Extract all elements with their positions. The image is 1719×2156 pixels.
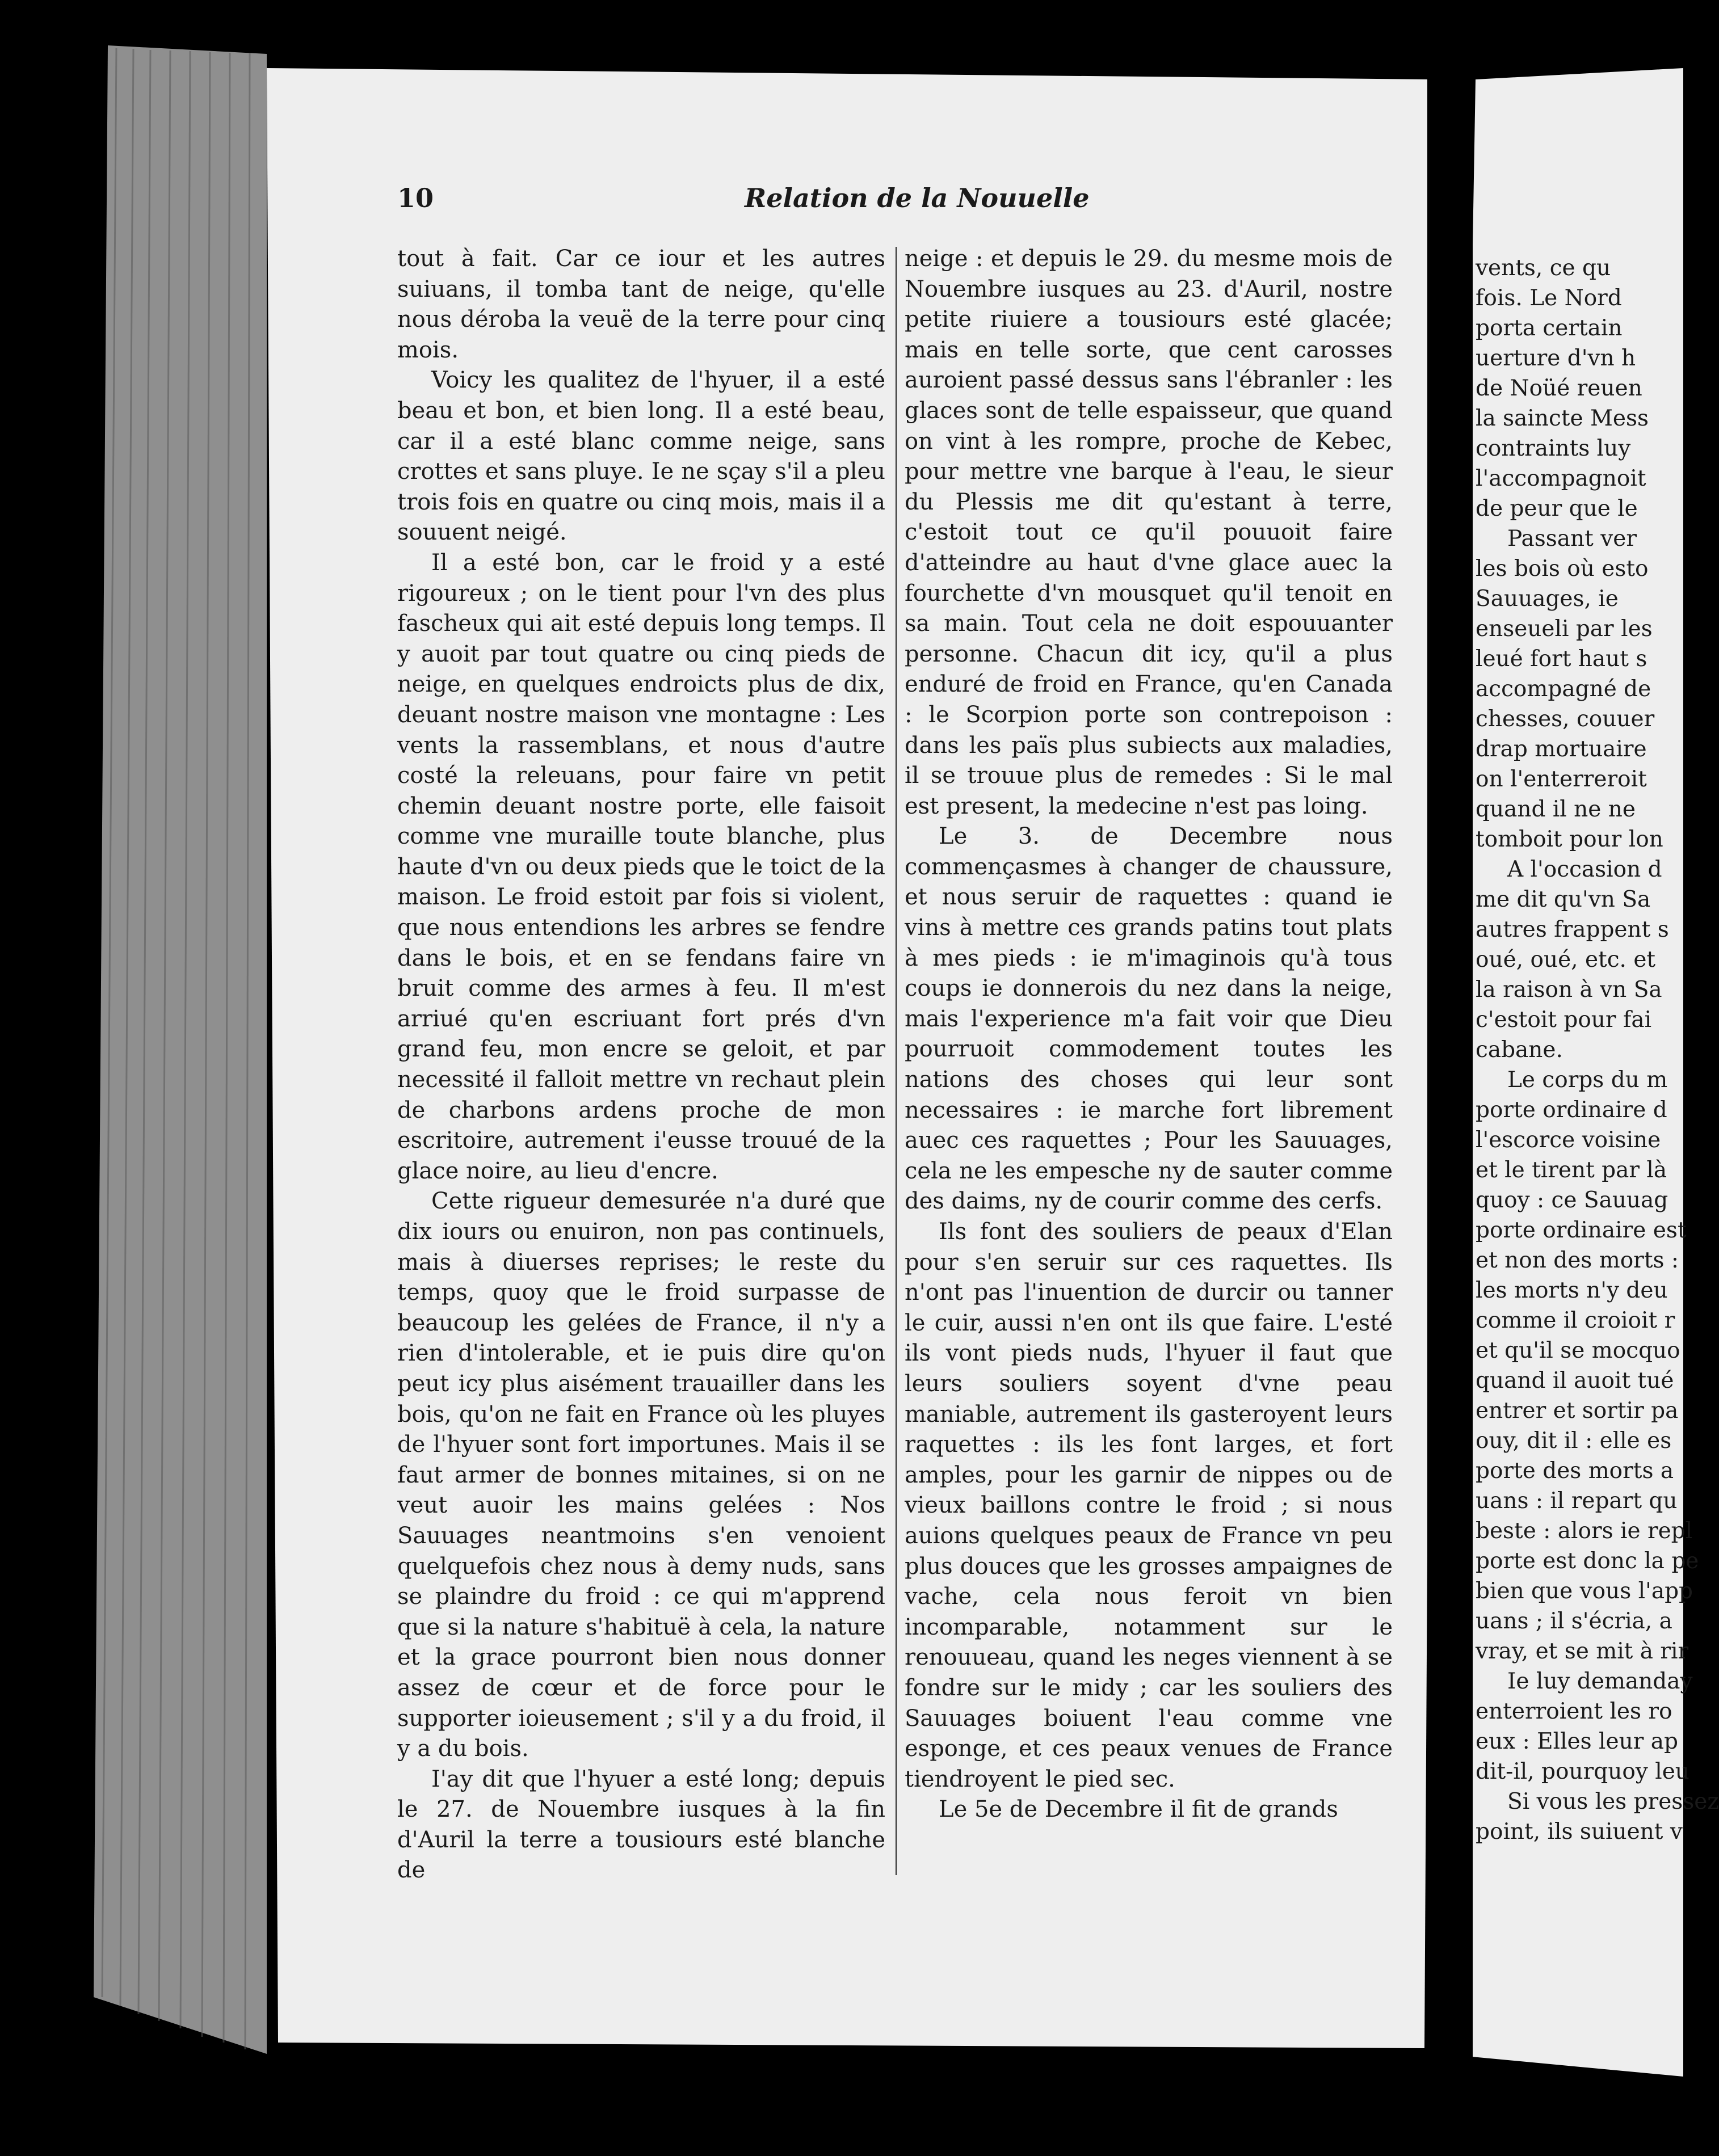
text-line: et qu'il se mocquo [1476, 1338, 1680, 1363]
text-line: l'escorce voisine [1476, 1127, 1661, 1153]
text-line: ouy, dit il : elle es [1476, 1428, 1672, 1454]
text-line: uans ; il s'écria, a [1476, 1608, 1672, 1634]
paragraph: Il a esté bon, car le froid y a esté rigoureux ; on le tient pour l'vn des plus fascheux qui ait esté depuis long temps. Il y auoit par tout quatre ou cinq pieds de neige, en quelques endroicts plus de dix, deuant nostre maison vne montagne : Les vents la rassemblans, et nous d'autre costé la releuans, pour faire vn petit chemin deuant nostre porte, elle faisoit comme vne muraille toute blanche, plus haute d'vn ou deux pieds que le toict de la maison. Le froid estoit par fois si violent, que nous entendions les arbres se fendre dans le bois, et en se fendans faire vn bruit comme des armes à feu. Il m'est arriué qu'en escriuant fort prés d'vn grand feu, mon encre se geloit, et par necessité il falloit mettre vn rechaut plein de charbons ardens proche de mon escritoire, autrement i'eusse trouué de la glace noire, au lieu d'encre. [397, 549, 885, 1184]
text-line: uerture d'vn h [1476, 346, 1636, 371]
text-line: autres frappent s [1476, 917, 1669, 942]
text-line: chesses, couuer [1476, 706, 1655, 732]
text-line: me dit qu'vn Sa [1476, 887, 1651, 912]
text-line: quand il auoit tué [1476, 1368, 1674, 1393]
text-line: Ie luy demanday [1507, 1669, 1693, 1694]
paragraph: Ils font des souliers de peaux d'Elan pour s'en seruir sur ces raquettes. Ils n'ont pas l'inuention de durcir ou tanner le cuir, aussi n'en ont ils que faire. L'esté ils vont pieds nuds, l'hyuer il faut que leurs souliers soyent d'vne peau maniable, autrement ils gasteroyent leurs raquettes : ils les font larges, et fort amples, pour les garnir de nippes ou de vieux baillons contre le froid ; si nous auions quelques peaux de France vn peu plus douces que les grosses ampaignes de vache, cela nous feroit vn bien incomparable, notamment sur le renouueau, quand les neges viennent à se fondre sur le midy ; car les souliers des Sauuages boiuent l'eau comme vne esponge, et ces peaux venues de France tiendroyent le pied sec. [905, 1219, 1393, 1792]
text-line: et non des morts : [1476, 1248, 1679, 1273]
paragraph: Voicy les qualitez de l'hyuer, il a esté beau et bon, et bien long. Il a esté beau, car il a esté blanc comme neige, sans crottes et sans pluye. Ie ne sçay s'il a pleu trois fois en quatre ou cinq mois, mais il a souuent neigé. [397, 367, 885, 546]
page-number: 10 [397, 183, 434, 213]
text-line: on l'enterreroit [1476, 767, 1647, 792]
text-line: de peur que le [1476, 496, 1638, 521]
text-line: enseueli par les [1476, 616, 1653, 642]
text-line: dit-il, pourquoy leu [1476, 1759, 1689, 1784]
text-line: porte des morts a [1476, 1458, 1674, 1484]
text-line: porta certain [1476, 315, 1623, 341]
paragraph: tout à fait. Car ce iour et les autres suiuans, il tomba tant de neige, qu'elle nous déroba la veuë de la terre pour cinq mois. [397, 246, 885, 363]
text-line: enterroient les ro [1476, 1699, 1672, 1724]
paragraph: Cette rigueur demesurée n'a duré que dix iours ou enuiron, non pas continuels, mais à diuerses reprises; le reste du temps, quoy que le froid surpasse de beaucoup les gelées de France, il n'y a rien d'intolerable, et ie puis dire qu'on peut icy plus aisément trauailler dans les bois, qu'on ne fait en France où les pluyes de l'hyuer sont fort importunes. Mais il se faut armer de bonnes mitaines, si on ne veut auoir les mains gelées : Nos Sauuages neantmoins s'en venoient quelquefois chez nous à demy nuds, sans se plaindre du froid : ce qui m'apprend que si la nature s'habituë à cela, la nature et la grace pourront bien nous donner assez de cœur et de force pour le supporter ioieusement ; s'il y a du froid, il y a du bois. [397, 1188, 885, 1762]
text-line: contraints luy [1476, 436, 1631, 461]
text-line: Sauuages, ie [1476, 586, 1619, 612]
text-column-right-partial [1476, 253, 1719, 1927]
paragraph: I'ay dit que l'hyuer a esté long; depuis le 27. de Nouembre iusques à la fin d'Auril la terre a tousiours esté blanche de [397, 1766, 885, 1884]
text-line: leué fort haut s [1476, 646, 1647, 672]
text-line: oué, oué, etc. et [1476, 947, 1656, 972]
text-column-left [397, 244, 885, 1886]
text-line: la saincte Mess [1476, 406, 1649, 431]
text-line: comme il croioit r [1476, 1308, 1675, 1333]
text-line: A l'occasion d [1507, 857, 1662, 882]
text-column-middle [905, 244, 1393, 1825]
text-line: tomboit pour lon [1476, 827, 1663, 852]
text-line: porte ordinaire d [1476, 1097, 1667, 1123]
text-line: Passant ver [1507, 526, 1637, 551]
text-line: les bois où esto [1476, 556, 1649, 582]
text-line: porte ordinaire est [1476, 1218, 1687, 1243]
text-line: entrer et sortir pa [1476, 1398, 1679, 1424]
text-line: bien que vous l'app [1476, 1578, 1693, 1604]
column-divider [896, 247, 897, 1875]
text-line: et le tirent par là [1476, 1157, 1667, 1183]
book-edge [94, 45, 267, 2054]
text-line: vents, ce qu [1476, 255, 1611, 281]
text-line: point, ils suiuent v [1476, 1819, 1683, 1845]
text-line: beste : alors ie repl [1476, 1518, 1693, 1544]
text-line: cabane. [1476, 1037, 1563, 1063]
text-line: porte est donc la pe [1476, 1548, 1699, 1574]
text-line: c'estoit pour fai [1476, 1007, 1652, 1033]
text-line: eux : Elles leur ap [1476, 1729, 1678, 1754]
text-line: l'accompagnoit [1476, 466, 1646, 491]
text-line: Si vous les pressez [1507, 1789, 1719, 1814]
text-line: accompagné de [1476, 676, 1651, 702]
text-line: les morts n'y deu [1476, 1278, 1668, 1303]
paragraph: neige : et depuis le 29. du mesme mois de Nouembre iusques au 23. d'Auril, nostre petite riuiere a tousiours esté glacée; mais en telle sorte, que cent carosses auroient passé dessus sans l'ébranler : les glaces sont de telle espaisseur, que quand on vint à les rompre, proche de Kebec, pour mettre vne barque à l'eau, le sieur du Plessis me dit qu'estant à terre, c'estoit tout ce qu'il pouuoit faire d'atteindre au haut d'vne glace auec la fourchette d'vn mousquet qu'il tenoit en sa main. Tout cela ne doit espouuanter personne. Chacun dit icy, qu'il a plus enduré de froid en France, qu'en Canada : le Scorpion porte son contrepoison : dans les païs plus subiects aux maladies, il se trouue plus de remedes : Si le mal est present, la medecine n'est pas loing. [905, 246, 1393, 819]
text-line: uans : il repart qu [1476, 1488, 1678, 1514]
paragraph: Le 5e de Decembre il fit de grands [939, 1796, 1338, 1823]
running-head: Relation de la Nouuelle [745, 183, 1090, 213]
paragraph: Le 3. de Decembre nous commençasmes à changer de chaussure, et nous seruir de raquettes : quand ie vins à mettre ces grands patins tout plats à mes pieds : ie m'imaginois qu'à tous coups ie donnerois du nez dans la neige, mais l'experience m'a fait voir que Dieu pourruoit commodement toutes les nations des choses qui leur sont necessaires : ie marche fort librement auec ces raquettes ; Pour les Sauuages, cela ne les empesche ny de sauter comme des daims, ny de courir comme des cerfs. [905, 823, 1393, 1215]
text-line: de Noüé reuen [1476, 376, 1642, 401]
text-line: vray, et se mit à rir [1476, 1639, 1689, 1664]
text-line: drap mortuaire [1476, 736, 1647, 762]
text-line: quand il ne ne [1476, 797, 1636, 822]
text-line: Le corps du m [1507, 1067, 1668, 1093]
text-line: fois. Le Nord [1476, 285, 1622, 311]
text-line: quoy : ce Sauuag [1476, 1188, 1668, 1213]
text-line: la raison à vn Sa [1476, 977, 1662, 1003]
